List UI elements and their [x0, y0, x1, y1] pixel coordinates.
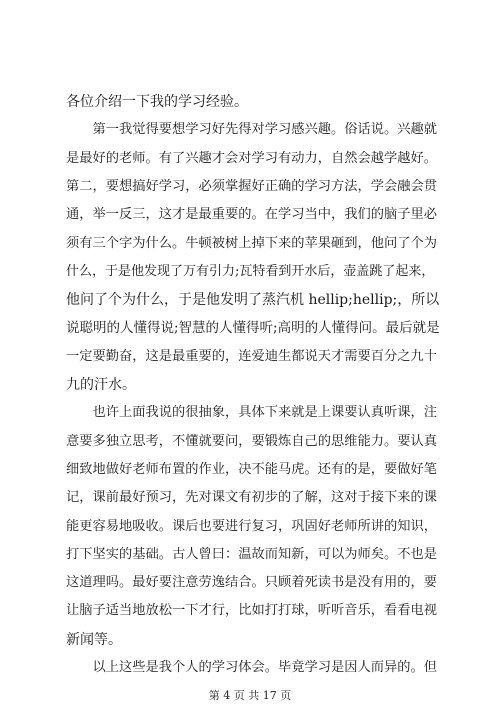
text-line: 通，举一反三，这才是最重要的。在学习当中，我们的脑子里必 — [66, 207, 438, 223]
text-line: 须有三个字为什么。牛顿被树上掉下来的苹果砸到，他问了个为 — [66, 235, 438, 251]
text-line: 记，课前最好预习，先对课文有初步的了解，这对于接下来的课 — [66, 490, 438, 506]
text-line: 一定要勤奋，这是最重要的，连爱迪生都说天才需要百分之九十 — [66, 348, 438, 364]
text-line: 新闻等。 — [66, 631, 122, 648]
text-line: 打下坚实的基础。古人曾曰：温故而知新，可以为师矣。不也是 — [66, 546, 438, 562]
text-line: 说聪明的人懂得说;智慧的人懂得听;高明的人懂得问。最后就是 — [66, 320, 440, 337]
text-line: 也许上面我说的很抽象，具体下来就是上课要认真听课，注 — [66, 405, 438, 421]
text-line: 以上这些是我个人的学习体会。毕竟学习是因人而异的。但 — [66, 660, 438, 675]
text-line: 他问了个为什么，于是他发明了蒸汽机 hellip;hellip;，所以 — [66, 292, 440, 309]
text-line: 是最好的老师。有了兴趣才会对学习有动力，自然会越学越好。 — [66, 150, 438, 166]
text-line: 让脑子适当地放松一下才行，比如打打球，听听音乐，看看电视 — [66, 603, 438, 619]
text-line: 各位介绍一下我的学习经验。 — [66, 94, 248, 110]
text-line: 第二，要想搞好学习，必须掌握好正确的学习方法，学会融会贯 — [66, 178, 438, 194]
text-line: 第一我觉得要想学习好先得对学习感兴趣。俗话说。兴趣就 — [66, 122, 438, 138]
text-line: 能更容易地吸收。课后也要进行复习，巩固好老师所讲的知识， — [66, 518, 438, 534]
text-line: 细致地做好老师布置的作业，决不能马虎。还有的是，要做好笔 — [66, 461, 438, 477]
text-line: 意要多独立思考，不懂就要问，要锻炼自己的思维能力。要认真 — [66, 433, 438, 449]
page-footer: 第 4 页 共 17 页 — [208, 689, 292, 702]
text-line: 九的汗水。 — [66, 377, 136, 393]
text-line: 什么，于是他发现了万有引力;瓦特看到开水后，壶盖跳了起来， — [66, 263, 435, 279]
text-line: 这道理吗。最好要注意劳逸结合。只顾着死读书是没有用的，要 — [66, 575, 438, 591]
